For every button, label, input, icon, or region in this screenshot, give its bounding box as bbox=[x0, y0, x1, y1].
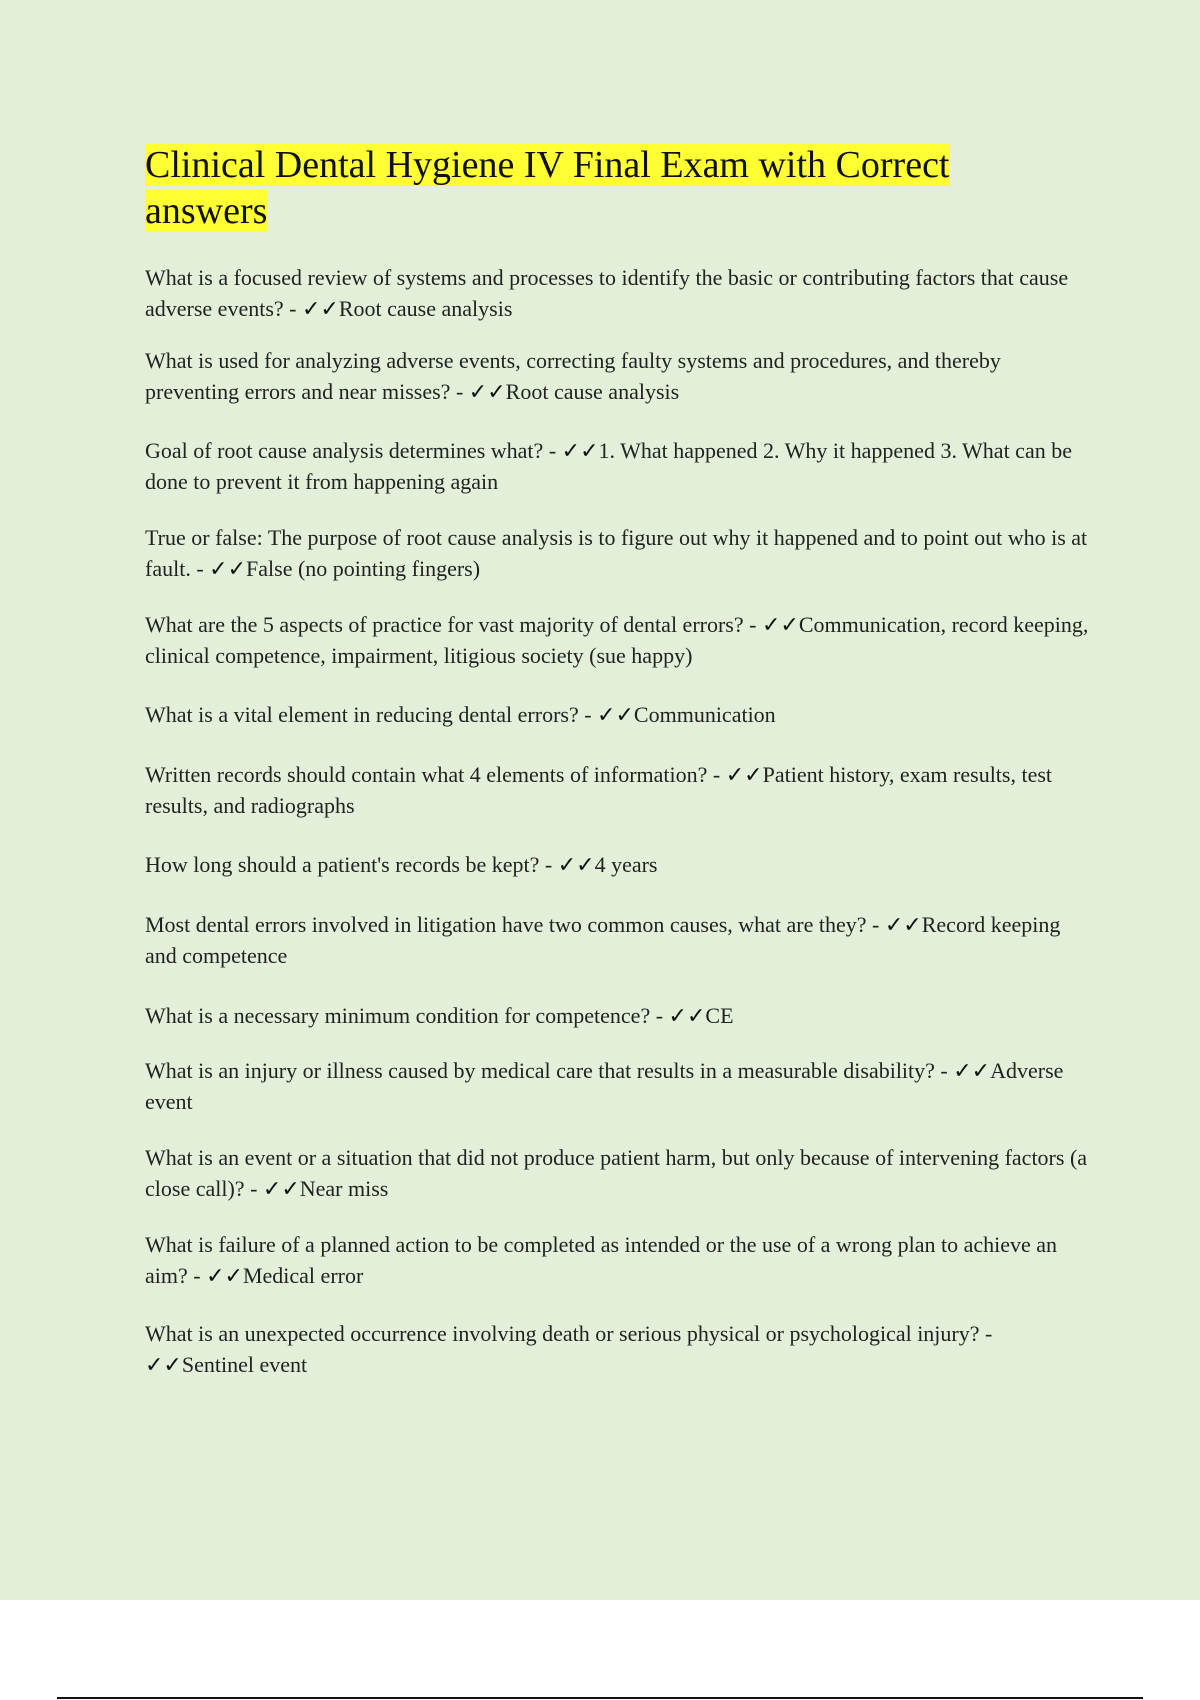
question-text: True or false: The purpose of root cause analysis is to figure out why it happened and to point out who is at fault. bbox=[145, 525, 1088, 581]
answer-separator: - bbox=[866, 912, 885, 937]
question-text: What is an unexpected occurrence involving death or serious physical or psychological injury? bbox=[145, 1321, 980, 1346]
qa-item bbox=[145, 1229, 1095, 1291]
question-text: What is failure of a planned action to be completed as intended or the use of a wrong plan to achieve an aim? bbox=[145, 1232, 1058, 1288]
answer-text: Communication bbox=[633, 702, 776, 727]
answer-separator: - bbox=[743, 612, 762, 637]
question-text: What is an event or a situation that did not produce patient harm, but only because of intervening factors (a close call)? bbox=[145, 1145, 1088, 1201]
answer-text: 1. What happened 2. Why it happened 3. What can be done to prevent it from happening again bbox=[145, 438, 1072, 494]
check-mark-icon: ✓✓ bbox=[953, 1058, 991, 1083]
answer-separator: - bbox=[187, 1263, 207, 1288]
qa-item bbox=[145, 759, 1095, 821]
answer-text: Medical error bbox=[242, 1263, 364, 1288]
qa-item bbox=[145, 609, 1095, 671]
qa-item bbox=[145, 849, 1095, 880]
check-mark-icon: ✓✓ bbox=[668, 1003, 706, 1028]
answer-text: Patient history, exam results, test results, and radiographs bbox=[145, 762, 1053, 818]
check-mark-icon: ✓✓ bbox=[301, 296, 339, 321]
answer-separator: - bbox=[244, 1176, 263, 1201]
question-text: What are the 5 aspects of practice for vast majority of dental errors? bbox=[145, 612, 744, 637]
answer-text: Root cause analysis bbox=[338, 296, 513, 321]
answer-text: Near miss bbox=[299, 1176, 389, 1201]
check-mark-icon: ✓✓ bbox=[468, 379, 506, 404]
qa-item bbox=[145, 1318, 1095, 1380]
qa-item bbox=[145, 522, 1095, 584]
qa-item bbox=[145, 345, 1095, 407]
question-text: What is a focused review of systems and processes to identify the basic or contributing factors that cause adverse events? bbox=[145, 265, 1069, 321]
qa-item bbox=[145, 909, 1095, 971]
answer-text: 4 years bbox=[594, 852, 658, 877]
check-mark-icon: ✓✓ bbox=[557, 852, 595, 877]
answer-text: Record keeping and competence bbox=[145, 912, 1061, 968]
document-title bbox=[145, 142, 1045, 234]
check-mark-icon: ✓✓ bbox=[206, 1263, 243, 1288]
question-text: Written records should contain what 4 elements of information? bbox=[145, 762, 708, 787]
check-mark-icon: ✓✓ bbox=[145, 1352, 182, 1377]
answer-separator: - bbox=[539, 852, 558, 877]
question-text: What is used for analyzing adverse events, correcting faulty systems and procedures, and thereby preventing errors and near misses? bbox=[145, 348, 1001, 404]
answer-text: Sentinel event bbox=[181, 1352, 308, 1377]
footer-divider bbox=[57, 1697, 1143, 1699]
qa-list bbox=[145, 262, 1095, 1380]
question-text: What is an injury or illness caused by medical care that results in a measurable disability? bbox=[145, 1058, 935, 1083]
answer-separator: - bbox=[283, 296, 302, 321]
question-text: How long should a patient's records be kept? bbox=[145, 852, 540, 877]
check-mark-icon: ✓✓ bbox=[597, 702, 634, 727]
check-mark-icon: ✓✓ bbox=[209, 556, 247, 581]
answer-separator: - bbox=[543, 438, 562, 463]
check-mark-icon: ✓✓ bbox=[884, 912, 922, 937]
question-text: What is a vital element in reducing dental errors? bbox=[145, 702, 579, 727]
qa-item bbox=[145, 699, 1095, 730]
qa-item bbox=[145, 262, 1095, 324]
answer-separator: - bbox=[934, 1058, 954, 1083]
answer-separator: - bbox=[450, 379, 469, 404]
question-text: Goal of root cause analysis determines what? bbox=[145, 438, 544, 463]
qa-item bbox=[145, 1142, 1095, 1204]
answer-text: Communication, record keeping, clinical competence, impairment, litigious society (sue happy) bbox=[145, 612, 1089, 668]
check-mark-icon: ✓✓ bbox=[725, 762, 763, 787]
check-mark-icon: ✓✓ bbox=[262, 1176, 300, 1201]
answer-text: False (no pointing fingers) bbox=[246, 556, 481, 581]
answer-text: Adverse event bbox=[145, 1058, 1064, 1114]
answer-separator: - bbox=[578, 702, 598, 727]
document-title-highlight: Clinical Dental Hygiene IV Final Exam with Correct answers bbox=[145, 144, 950, 232]
check-mark-icon: ✓✓ bbox=[761, 612, 799, 637]
question-text: Most dental errors involved in litigation have two common causes, what are they? bbox=[145, 912, 867, 937]
answer-text: CE bbox=[705, 1003, 734, 1028]
answer-separator: - bbox=[979, 1321, 993, 1346]
answer-separator: - bbox=[190, 556, 210, 581]
qa-item bbox=[145, 435, 1095, 497]
check-mark-icon: ✓✓ bbox=[561, 438, 599, 463]
question-text: What is a necessary minimum condition for competence? bbox=[145, 1003, 651, 1028]
qa-item bbox=[145, 1000, 1095, 1031]
answer-text: Root cause analysis bbox=[505, 379, 680, 404]
answer-separator: - bbox=[707, 762, 726, 787]
answer-separator: - bbox=[650, 1003, 669, 1028]
qa-item bbox=[145, 1055, 1095, 1117]
